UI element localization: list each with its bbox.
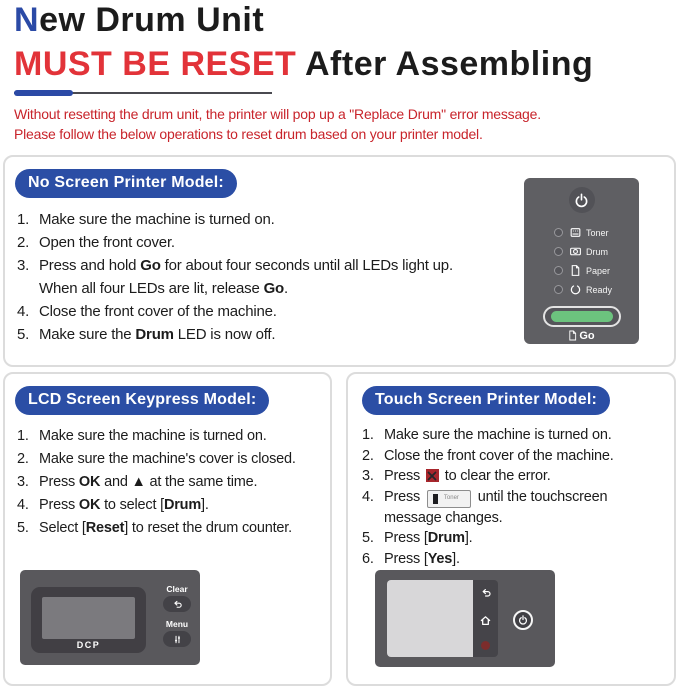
led-row [554,242,612,261]
page-title [14,1,264,40]
step-number: 6. [362,550,374,567]
led-label: Drum [586,246,608,257]
step-number: 5. [17,326,30,343]
toner-icon [569,226,582,239]
step-text: Make sure the machine is turned on. [39,211,275,228]
step-number: 3. [17,474,29,490]
step-text: Select [Reset] to reset the drum counter. [39,520,292,536]
led-row [554,280,612,299]
step-number: 2. [17,234,30,251]
back-arrow-icon [163,596,191,612]
led-label: Paper [586,265,611,276]
clear-x-icon [426,469,439,482]
power-button-icon [569,187,595,213]
led-label: Toner [586,227,609,238]
step-item [17,425,330,448]
steps-list [362,425,674,569]
step-number: 1. [17,428,29,444]
toner-button-icon: Toner [427,490,471,508]
led-indicator [554,285,563,294]
steps-list [17,425,330,540]
page-icon [568,330,577,341]
step-number: 1. [362,427,374,443]
step-number: 5. [17,520,29,536]
menu-sliders-icon [163,631,191,647]
led-indicator [554,228,563,237]
power-button-icon [513,610,533,630]
stop-button-icon [481,641,490,650]
step-number: 4. [17,497,29,513]
section-touch-title: Touch Screen Printer Model: [362,386,610,415]
step-item [362,446,674,467]
step-text: Close the front cover of the machine. [39,303,277,320]
warning-text [14,104,541,144]
step-text: Open the front cover. [39,234,175,251]
section-lcd [3,372,332,686]
step-text: Make sure the Drum LED is now off. [39,326,276,343]
step-text: Press to clear the error. [384,468,551,484]
step-item [17,517,330,540]
step-item [362,528,674,549]
go-button-label: Go [524,330,639,342]
section-no-screen-title: No Screen Printer Model: [15,169,237,198]
step-text: Press and hold Go for about four seconds until all LEDs light up. When all four LEDs are lit, release Go. [39,257,453,297]
menu-button-label: Menu [165,619,189,629]
subtitle-red-text: MUST BE RESET [14,45,297,83]
step-number: 3. [17,257,30,274]
clear-button-label: Clear [166,584,188,594]
step-text: Press OK and ▲ at the same time. [39,474,258,490]
step-number: 4. [17,303,30,320]
led-indicator [554,247,563,256]
touch-printer-illustration [375,570,555,667]
step-item [362,466,674,487]
step-number: 3. [362,468,374,484]
no-screen-printer-illustration [524,178,639,344]
step-text: Close the front cover of the machine. [384,447,614,464]
led-row [554,261,612,280]
step-text: Make sure the machine is turned on. [384,427,612,443]
step-text: Press OK to select [Drum]. [39,497,209,513]
step-item [17,471,330,494]
lcd-bezel [31,587,146,653]
step-item [362,425,674,446]
section-no-screen [3,155,676,367]
step-number: 5. [362,530,374,546]
go-button [543,306,621,327]
step-text: Make sure the machine is turned on. [39,428,267,444]
home-icon [479,614,492,627]
touch-button-strip [473,580,498,657]
title-accent-letter: N [14,1,40,39]
step-item [362,487,674,529]
led-label: Ready [586,284,613,295]
menu-button-group [160,619,194,647]
led-row [554,223,612,242]
paper-icon [569,264,582,277]
step-item [17,448,330,471]
drum-icon [569,245,582,258]
step-number: 1. [17,211,30,228]
section-lcd-title: LCD Screen Keypress Model: [15,386,269,415]
step-number: 2. [362,447,374,464]
step-number: 2. [17,451,29,467]
led-indicator [554,266,563,275]
step-number: 4. [362,488,374,505]
touchscreen [387,580,473,657]
lcd-printer-illustration [20,570,200,665]
section-touch [346,372,676,686]
clear-button-group [160,584,194,612]
lcd-screen [42,597,135,639]
step-item [362,549,674,570]
title-divider [14,90,274,96]
led-list [554,223,612,299]
page-subtitle [14,45,593,84]
step-text: Press [Yes]. [384,550,460,567]
warning-line-2: Please follow the below operations to reset drum based on your printer model. [14,126,483,142]
ready-icon [569,283,582,296]
printer-model-label: DCP [76,640,101,650]
step-item [17,494,330,517]
warning-line-1: Without resetting the drum unit, the printer will pop up a "Replace Drum" error message. [14,106,541,122]
step-text: Press Toner until the touchscreen message changes. [384,488,608,526]
step-text: Make sure the machine's cover is closed. [39,451,296,467]
back-arrow-icon [480,587,492,599]
subtitle-black-text: After Assembling [296,45,594,83]
step-text: Press [Drum]. [384,530,473,546]
title-rest: ew Drum Unit [39,1,265,39]
